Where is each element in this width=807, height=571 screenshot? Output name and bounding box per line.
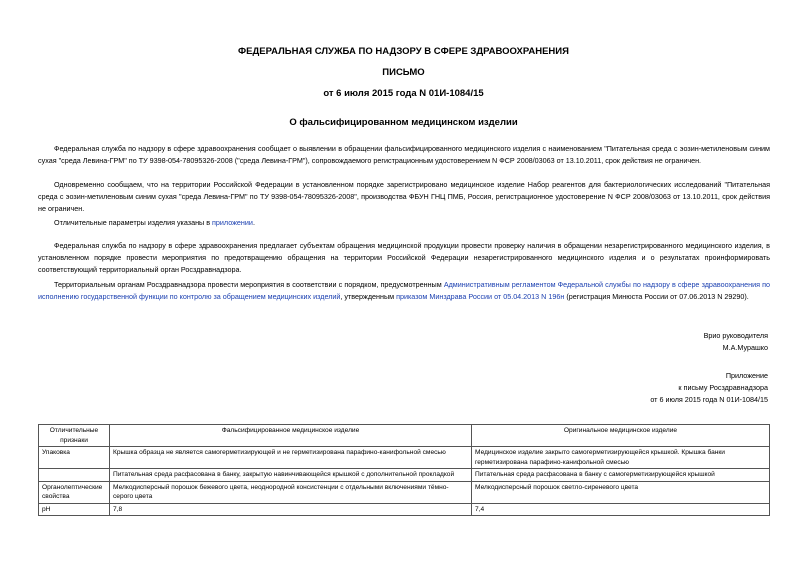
row-label — [39, 469, 110, 482]
signature-role: Врио руководителя — [703, 331, 768, 340]
table-row — [39, 447, 770, 469]
original-value: Мелкодисперсный порошок светло-сиреневого цвета — [472, 481, 770, 503]
paragraph-5-text-b: , утвержденным — [340, 292, 397, 302]
row-label: pH — [39, 503, 110, 516]
paragraph-2: Одновременно сообщаем, что на территории Российской Федерации в установленном порядке зарегистрировано медицинское изделие Набор реагентов для бактериологических исследований "Питательная среда с эозин-метиленовым синим сухая "среда Левина-ГРМ" по ТУ 9398-054-78095326-2008", производства ФБУН ГНЦ ПМБ, Россия, регистрационное удостоверение N ФСР 2008/03063 от 13.10.2011, срок действия не ограничен. — [38, 180, 770, 214]
paragraph-3-text: Отличительные параметры изделия указаны в — [54, 218, 213, 227]
fake-value: Мелкодисперсный порошок бежевого цвета, неоднородной консистенции с отдельными включениями тёмно-серого цвета — [110, 481, 472, 503]
paragraph-5-text-c: (регистрация Минюста России от 07.06.2013 N 29290). — [564, 292, 749, 302]
paragraph-4: Федеральная служба по надзору в сфере здравоохранения предлагает субъектам обращения медицинской продукции провести проверку наличия в обращении незарегистрированного медицинского изделия, в установленном порядке провести мероприятия по предотвращению обращения на территории Российской Федерации незарегистрированного медицинского изделия и о результатах проинформировать соответствующий территориальный орган Росздравнадзора. — [38, 241, 770, 275]
table-header-cell: Фальсифицированное медицинское изделие — [110, 425, 472, 447]
paragraph-1: Федеральная служба по надзору в сфере здравоохранения сообщает о выявлении в обращении фальсифицированного медицинского изделия с наименованием "Питательная среда с эозин-метиленовым синим сухая "среда Левина-ГРМ" по ТУ 9398-054-78095326-2008 ("среда Левина-ГРМ"), сопровождаемого регистрационным удостоверением N ФСР 2008/03063 от 13.10.2011, срок действия не ограничен. — [38, 144, 770, 166]
table-row — [39, 469, 770, 482]
appendix-link[interactable]: приложении — [212, 218, 253, 227]
order-link[interactable]: приказом Минздрава России от 05.04.2013 N 196н — [396, 292, 565, 302]
table-header-row — [39, 425, 770, 447]
original-value: Медицинское изделие закрыто самогерметизирующейся крышкой. Крышка банки герметизирована парафино-канифольной смесью — [472, 447, 770, 469]
regulation-link[interactable]: Административным регламентом Федеральной службы по надзору в сфере здравоохранения по исполнению государственной функции по контролю за обращением медицинских изделий — [38, 280, 770, 302]
row-label: Упаковка — [39, 447, 110, 469]
table-row — [39, 503, 770, 516]
fake-value: 7,8 — [110, 503, 472, 516]
appendix-title: Приложение — [725, 371, 768, 380]
table-row — [39, 481, 770, 503]
row-label: Органолептические свойства — [39, 481, 110, 503]
document-date-number: от 6 июля 2015 года N 01И-1084/15 — [323, 88, 484, 99]
document-type: ПИСЬМО — [382, 67, 425, 78]
original-value: 7,4 — [472, 503, 770, 516]
table-header-cell: Оригинальное медицинское изделие — [472, 425, 770, 447]
comparison-table — [38, 424, 770, 516]
original-value: Питательная среда расфасована в банку с самогерметизирующейся крышкой — [472, 469, 770, 482]
agency-title: ФЕДЕРАЛЬНАЯ СЛУЖБА ПО НАДЗОРУ В СФЕРЕ ЗДРАВООХРАНЕНИЯ — [238, 46, 569, 57]
signature-block — [704, 330, 768, 354]
paragraph-5-text-a: Территориальным органам Росздравнадзора провести мероприятия в соответствии с порядком, предусмотренным — [54, 280, 444, 289]
appendix-date: от 6 июля 2015 года N 01И-1084/15 — [650, 395, 768, 404]
fake-value: Питательная среда расфасована в банку, закрытую навинчивающейся крышкой с дополнительной прокладкой — [110, 469, 472, 482]
table-header-cell: Отличительные признаки — [39, 425, 110, 447]
appendix-block — [650, 370, 768, 406]
fake-value: Крышка образца не является самогерметизирующей и не герметизирована парафино-канифольной смесью — [110, 447, 472, 469]
appendix-ref: к письму Росздравнадзора — [678, 383, 768, 392]
paragraph-5 — [38, 279, 770, 303]
signature-name: М.А.Мурашко — [722, 343, 768, 352]
paragraph-3-end: . — [252, 218, 255, 227]
document-subject: О фальсифицированном медицинском изделии — [289, 117, 518, 128]
paragraph-3 — [38, 217, 770, 229]
